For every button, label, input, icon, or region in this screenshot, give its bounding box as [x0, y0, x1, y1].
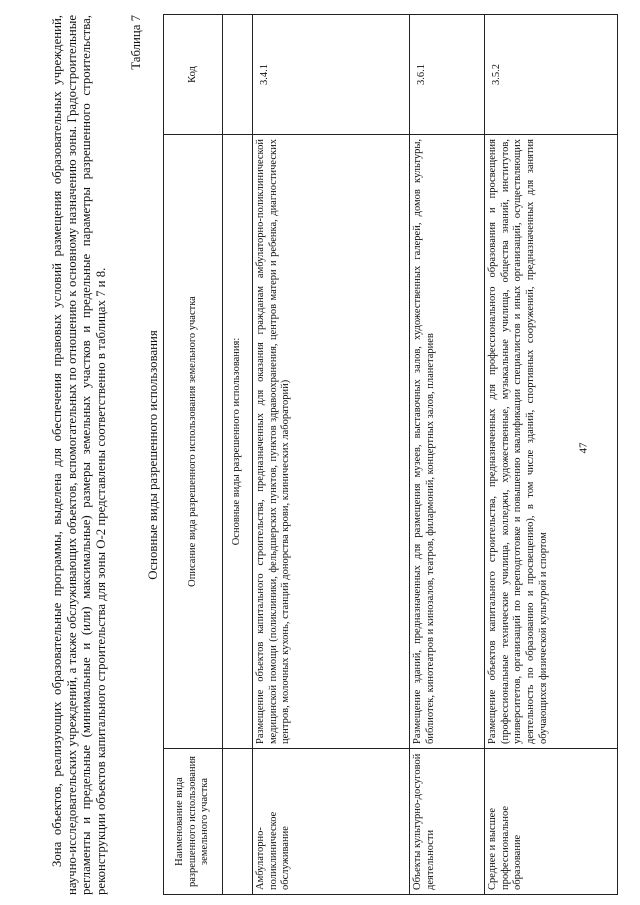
row-name: Среднее и высшее профессиональное образование: [484, 749, 617, 895]
intro-paragraph: Зона объектов, реализующих образовательные программы, выделена для обеспечения правовых условий размещения образовательных учреждений, научно-исследовательских учреждений, а также обслуживающих объектов, вспомогательных по отношению к основному назначению зоны. Градостроительные регламенты и предельные (минимальные и (или) максимальные) размеры земельных участков и предельные параметры разрешенного строительства, реконструкции объектов капитального строительства для зоны О-2 представлены соответственно в таблицах 7 и 8.: [50, 15, 108, 895]
row-description: Размещение объектов капитального строительства, предназначенных для профессионального образования и просвещения (профессиональные технические училища, колледжи, художественные, музыкальные училища, общества знаний, институтов, университетов, организаций по переподготовке и повышению квалификации специалистов и иных организаций, осуществляющих деятельность по образованию и просвещению), в том числе зданий, спортивных сооружений, предназначенных для занятия обучающихся физической культурой и спортом: [484, 135, 617, 749]
row-code: 3.4.1: [252, 15, 409, 135]
table-subheader: Основные виды разрешенного использования:: [223, 135, 253, 749]
table-header-row: [164, 15, 223, 895]
row-description: Размещение зданий, предназначенных для размещения музеев, выставочных залов, художественных галерей, домов культуры, библиотек, кинотеатров и кинозалов, театров, филармоний, концертных залов, планетариев: [409, 135, 484, 749]
table-caption: Таблица 7: [129, 15, 143, 70]
subheader-spacer: [223, 15, 253, 135]
header-name: Наименование вида разрешенного использования земельного участка: [164, 749, 223, 895]
table-row: [484, 15, 617, 895]
section-title: Основные виды разрешенного использования: [146, 330, 160, 580]
header-code: Код: [164, 15, 223, 135]
row-description: Размещение объектов капитального строительства, предназначенных для оказания гражданам амбулаторно-поликлинической медицинской помощи (поликлиники, фельдшерских пунктов, пунктов здравоохранения, центров матери и ребенка, диагностических центров, молочных кухонь, станций донорства крови, клинических лабораторий): [252, 135, 409, 749]
row-code: 3.6.1: [409, 15, 484, 135]
table-row: [409, 15, 484, 895]
row-name: Объекты культурно-досуговой деятельности: [409, 749, 484, 895]
row-name: Амбулаторно-поликлиническое обслуживание: [252, 749, 409, 895]
subheader-spacer: [223, 749, 253, 895]
page-number: 47: [577, 442, 590, 454]
row-code: 3.5.2: [484, 15, 617, 135]
permitted-use-table: [163, 14, 618, 895]
table-subheader-row: [223, 15, 253, 895]
rotated-page-content: [50, 15, 600, 895]
table-row: [252, 15, 409, 895]
header-description: Описание вида разрешенного использования земельного участка: [164, 135, 223, 749]
